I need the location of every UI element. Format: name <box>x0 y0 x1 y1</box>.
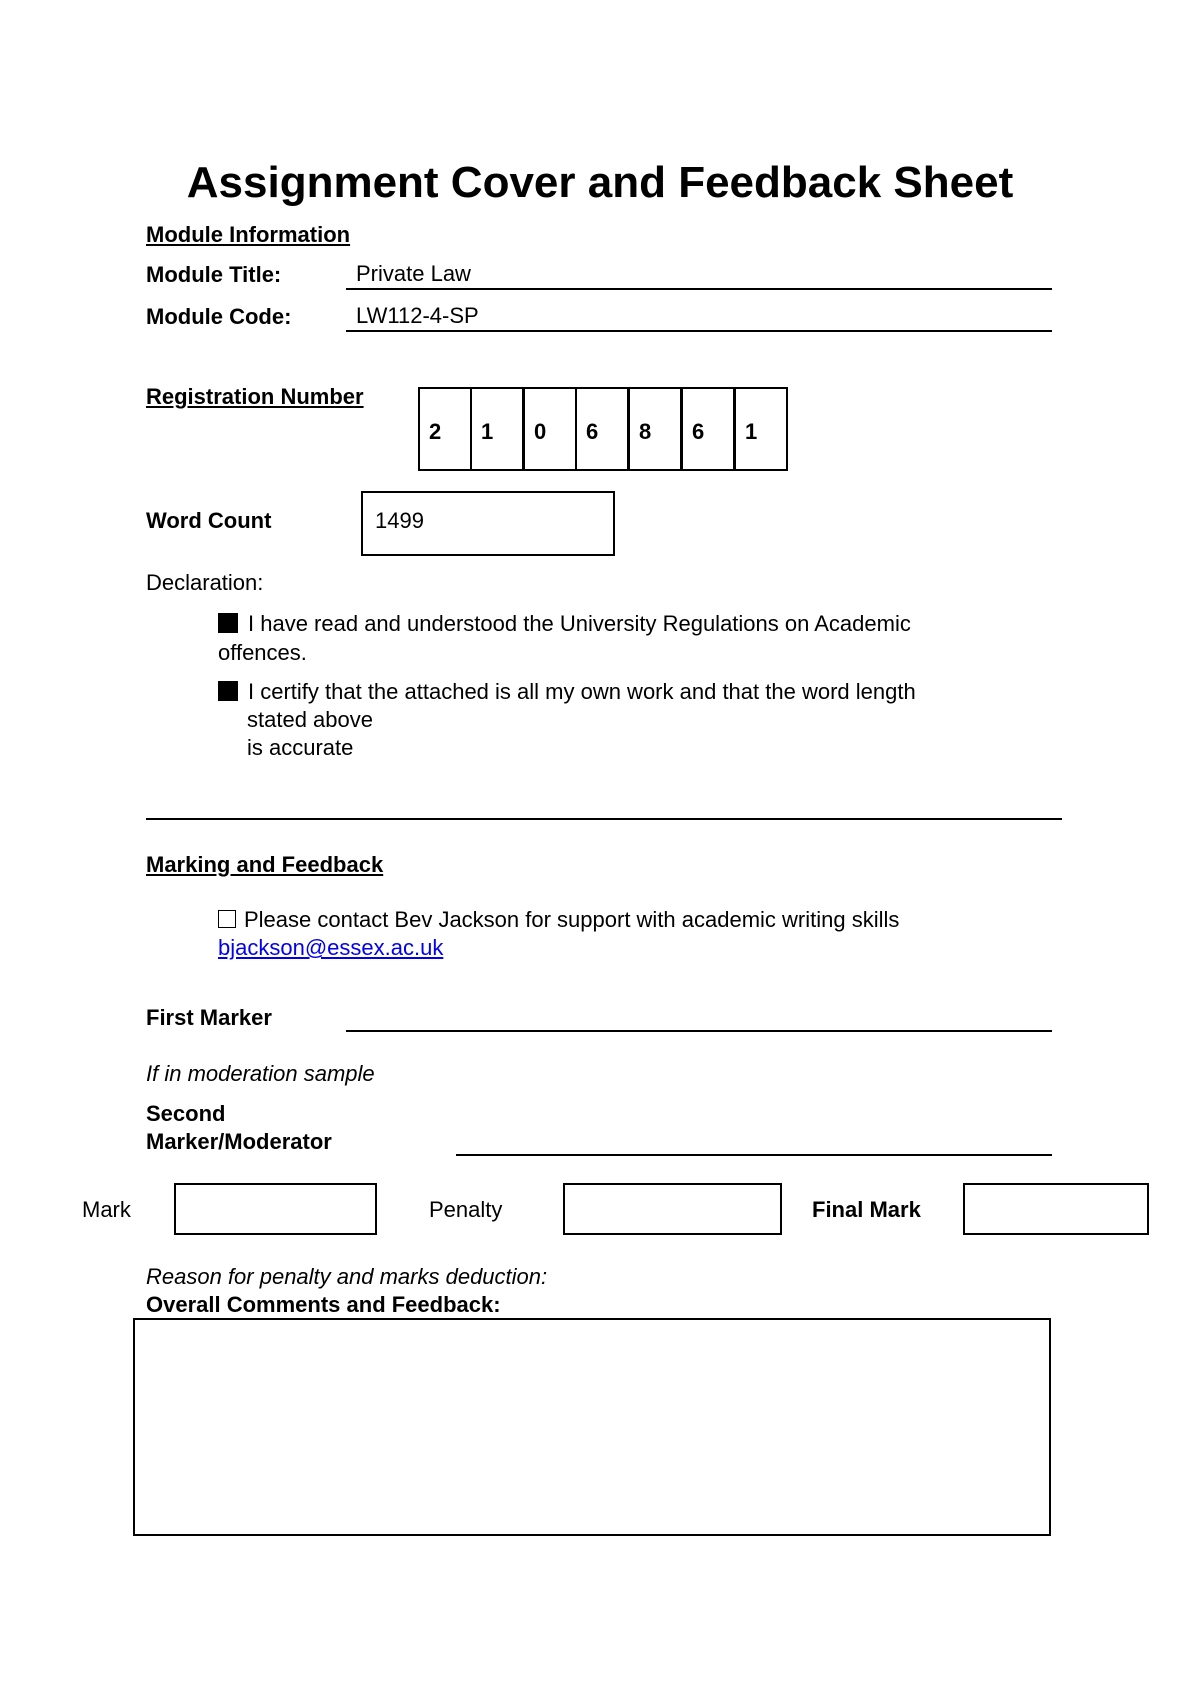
registration-digit-box[interactable]: 1 <box>470 387 524 471</box>
penalty-field[interactable] <box>563 1183 782 1235</box>
declaration-item-text: I certify that the attached is all my own work and that the word length <box>248 679 916 704</box>
marking-feedback-heading: Marking and Feedback <box>146 852 384 877</box>
registration-number-boxes <box>418 387 792 471</box>
unchecked-checkbox-icon[interactable] <box>218 910 236 928</box>
second-marker-label <box>146 1100 332 1156</box>
mark-field[interactable] <box>174 1183 377 1235</box>
word-count-field[interactable]: 1499 <box>361 491 615 556</box>
overall-comments-field[interactable] <box>133 1318 1051 1536</box>
declaration-item-own-work <box>218 678 1038 762</box>
module-title-label: Module Title: <box>146 262 282 287</box>
module-code-label: Module Code: <box>146 304 292 329</box>
registration-number-label: Registration Number <box>146 384 364 409</box>
registration-digit-box[interactable]: 2 <box>418 387 472 471</box>
first-marker-label: First Marker <box>146 1005 272 1030</box>
registration-digit-box[interactable]: 8 <box>628 387 682 471</box>
writing-support-text: Please contact Bev Jackson for support with academic writing skills <box>244 907 900 932</box>
penalty-reason-label: Reason for penalty and marks deduction: <box>146 1264 548 1289</box>
final-mark-field[interactable] <box>963 1183 1149 1235</box>
module-title-field[interactable]: Private Law <box>346 260 1052 290</box>
moderation-note: If in moderation sample <box>146 1061 375 1086</box>
writing-support-note <box>218 906 1038 962</box>
support-email-link[interactable]: bjackson@essex.ac.uk <box>218 935 444 960</box>
second-marker-label-line: Second <box>146 1101 226 1126</box>
registration-digit-box[interactable]: 6 <box>681 387 735 471</box>
mark-label: Mark <box>82 1197 131 1222</box>
section-divider <box>146 818 1062 820</box>
word-count-label: Word Count <box>146 508 272 533</box>
first-marker-field[interactable] <box>346 1030 1052 1032</box>
checked-checkbox-icon[interactable] <box>218 613 238 633</box>
declaration-item-text: is accurate <box>247 735 354 760</box>
module-information-heading: Module Information <box>146 222 351 247</box>
registration-digit-box[interactable]: 0 <box>523 387 577 471</box>
declaration-label: Declaration: <box>146 570 264 595</box>
final-mark-label: Final Mark <box>812 1197 921 1222</box>
declaration-item-text: I have read and understood the University Regulations on Academic <box>248 611 911 636</box>
second-marker-label-line: Marker/Moderator <box>146 1129 332 1154</box>
registration-digit-box[interactable]: 6 <box>575 387 629 471</box>
declaration-item-text: stated above <box>247 707 373 732</box>
page-title: Assignment Cover and Feedback Sheet <box>186 158 1014 207</box>
checked-checkbox-icon[interactable] <box>218 681 238 701</box>
registration-digit-box[interactable]: 1 <box>734 387 788 471</box>
module-code-field[interactable]: LW112-4-SP <box>346 302 1052 332</box>
declaration-item-text: offences. <box>218 640 307 665</box>
second-marker-field[interactable] <box>456 1154 1052 1156</box>
overall-comments-label: Overall Comments and Feedback: <box>146 1292 501 1317</box>
penalty-label: Penalty <box>429 1197 503 1222</box>
declaration-item-regulations <box>218 609 1038 667</box>
